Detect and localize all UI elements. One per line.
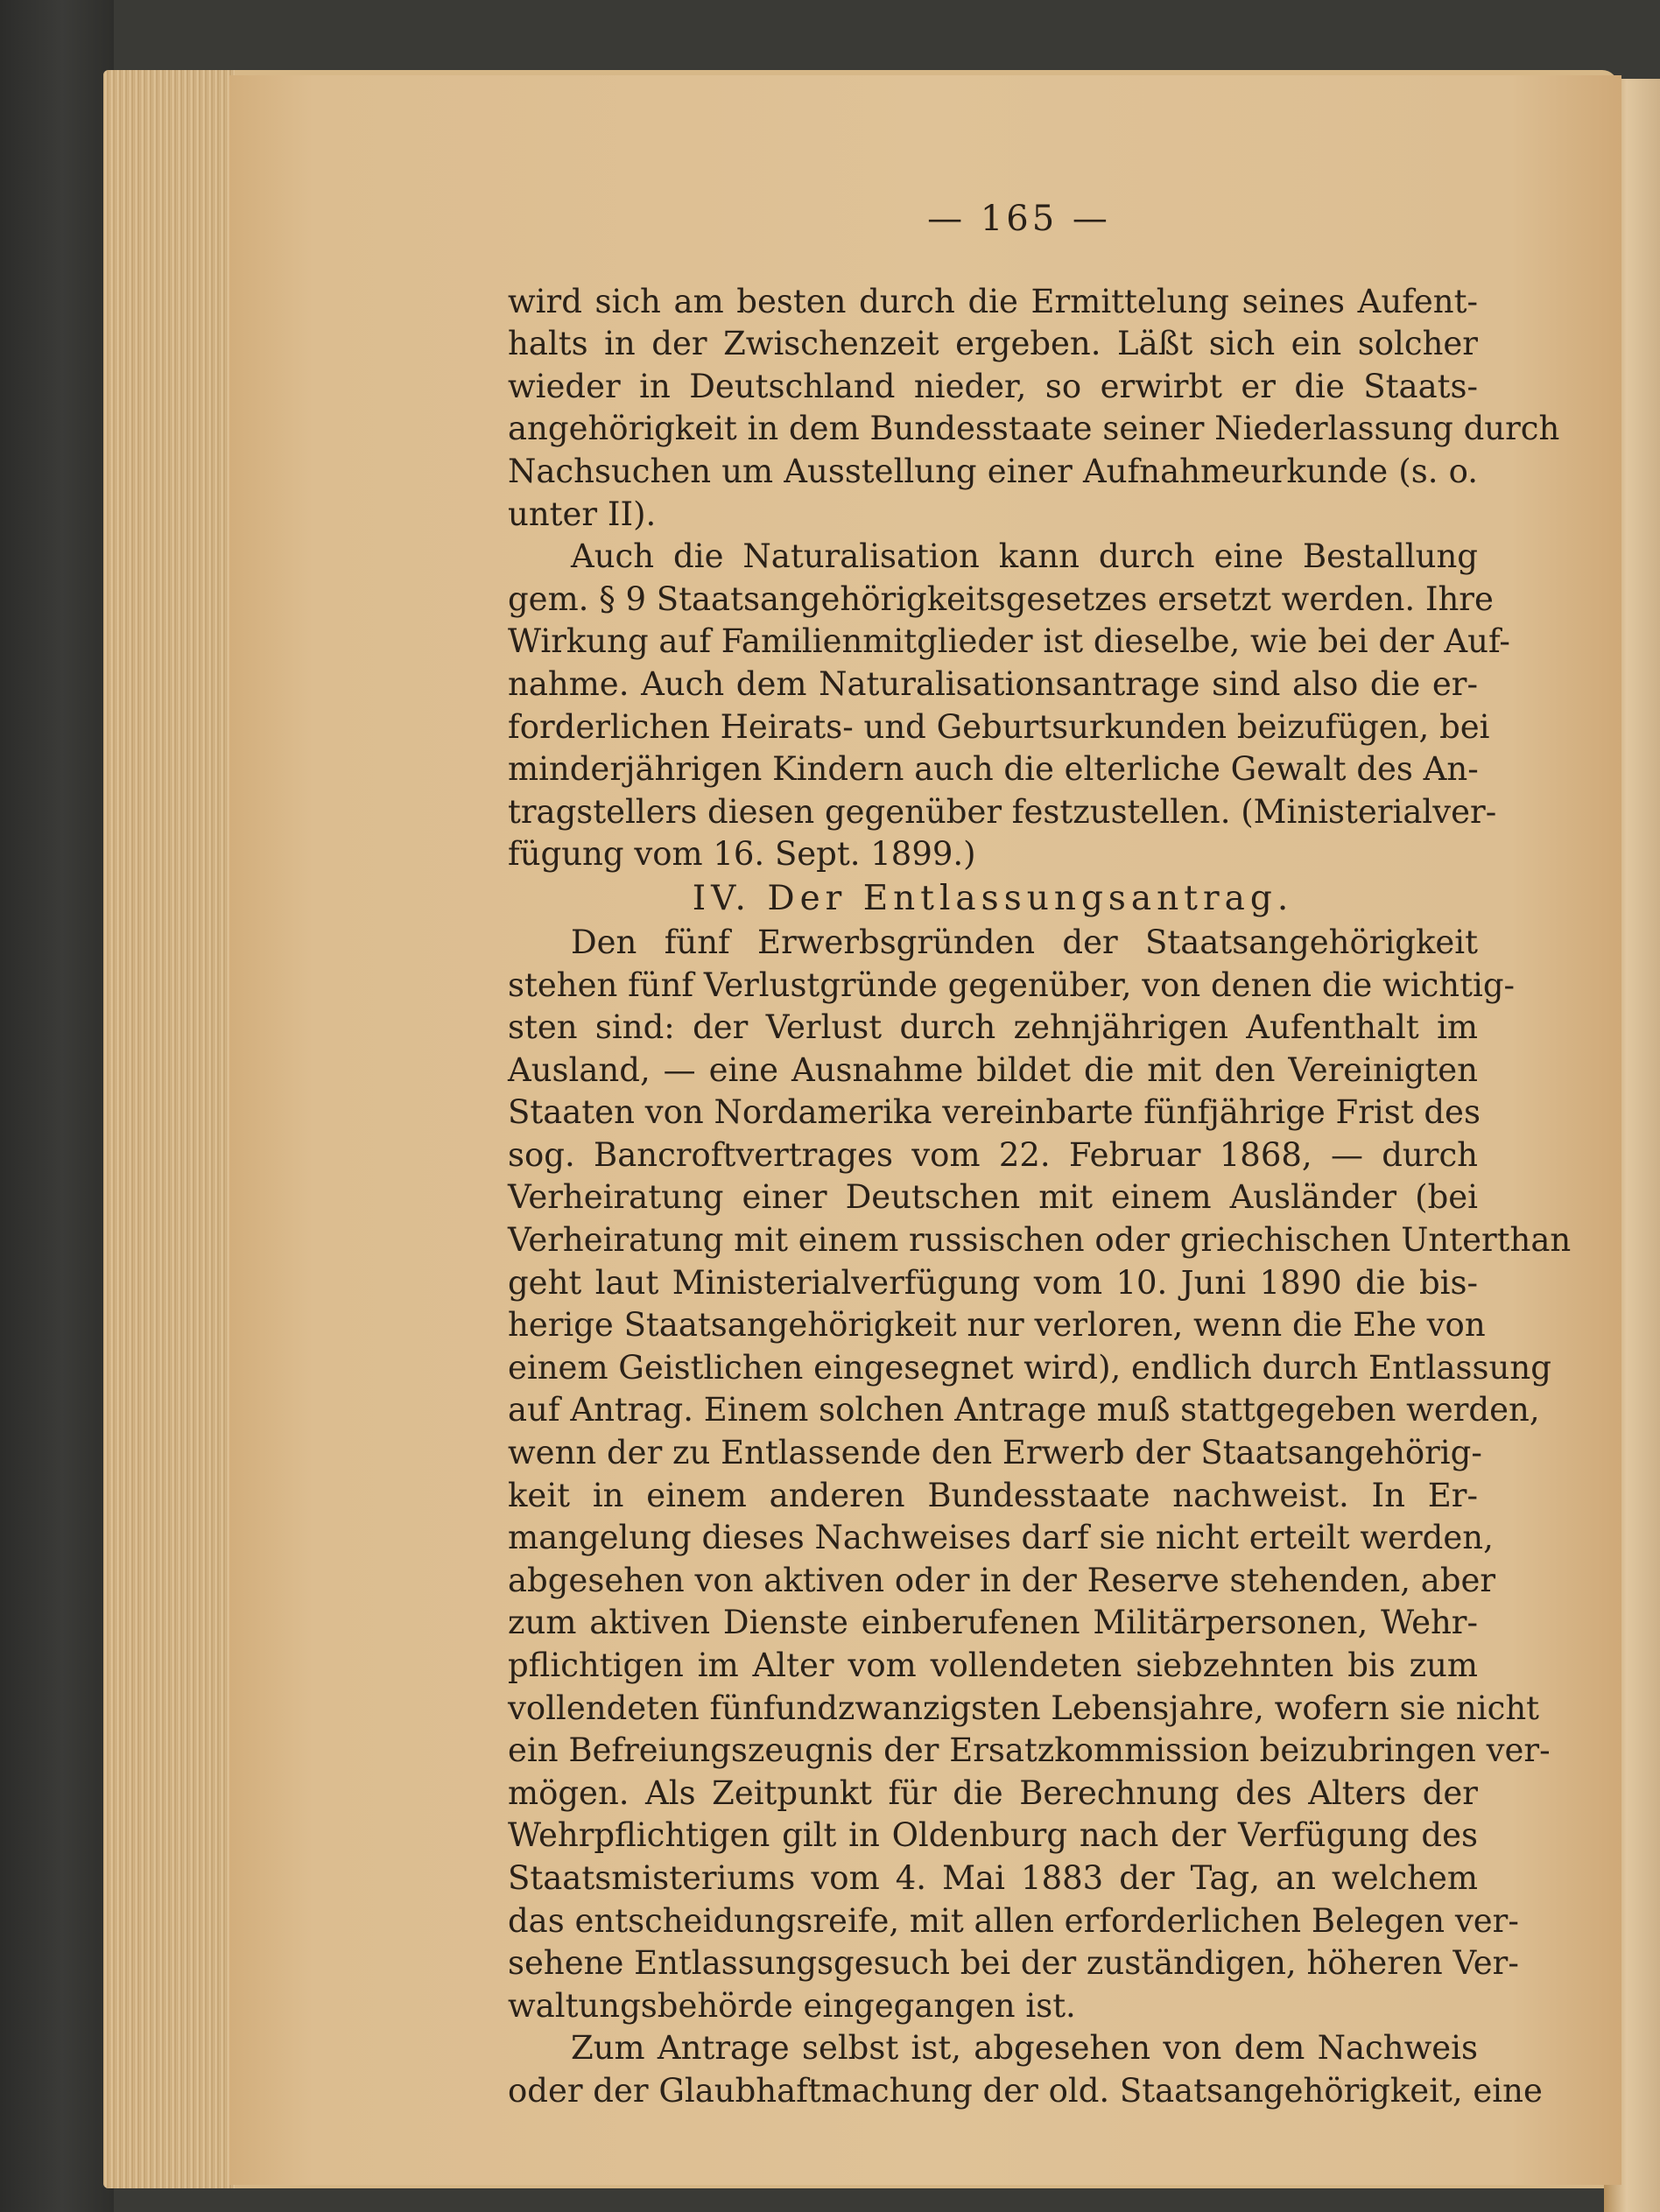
text-line: sog. Bancroftvertrages vom 22. Februar 1868, — durch [508, 1135, 1478, 1174]
text-line: Den fünf Erwerbsgründen der Staatsangehörigkeit [571, 923, 1478, 961]
text-line: waltungsbehörde eingegangen ist. [508, 1986, 1076, 2025]
text-line: sehene Entlassungsgesuch bei der zuständigen, höheren Ver- [508, 1944, 1519, 1983]
text-line: abgesehen von aktiven oder in der Reserve stehenden, aber [508, 1561, 1496, 1599]
text-line: ein Befreiungszeugnis der Ersatzkommission beizubringen ver- [508, 1731, 1551, 1770]
text-line: wenn der zu Entlassende den Erwerb der Staatsangehörig- [508, 1434, 1482, 1472]
text-line: Verheiratung mit einem russischen oder griechischen Unterthan [508, 1221, 1572, 1260]
text-line: herige Staatsangehörigkeit nur verloren, wenn die Ehe von [508, 1306, 1486, 1345]
text-line: Wehrpflichtigen gilt in Oldenburg nach der Verfügung des [508, 1816, 1478, 1855]
text-line: Wirkung auf Familienmitglieder ist dieselbe, wie bei der Auf- [508, 622, 1510, 661]
page-stack-edge [103, 70, 235, 2188]
text-line: stehen fünf Verlustgründe gegenüber, von denen die wichtig- [508, 966, 1516, 1004]
text-line: minderjährigen Kindern auch die elterliche Gewalt des An- [508, 750, 1479, 789]
text-line: angehörigkeit in dem Bundesstaate seiner Niederlassung durch [508, 410, 1560, 448]
text-line: fügung vom 16. Sept. 1899.) [508, 835, 976, 874]
text-line: wieder in Deutschland nieder, so erwirbt er die Staats- [508, 367, 1478, 405]
text-line: unter II). [508, 495, 657, 533]
text-line: Staatsmisteriums vom 4. Mai 1883 der Tag, an welchem [508, 1858, 1478, 1897]
text-line: geht laut Ministerialverfügung vom 10. Juni 1890 die bis- [508, 1263, 1478, 1302]
paragraph [508, 2027, 1543, 2112]
text-line: Verheiratung einer Deutschen mit einem Ausländer (bei [508, 1178, 1478, 1217]
body-text [508, 281, 1572, 2113]
text-line: Auch die Naturalisation kann durch eine Bestallung [571, 537, 1478, 576]
text-line: nahme. Auch dem Naturalisationsantrage sind also die er- [508, 664, 1478, 703]
text-line: wird sich am besten durch die Ermittelung seines Aufent- [508, 282, 1478, 320]
text-line: mangelung dieses Nachweises darf sie nicht erteilt werden, [508, 1519, 1494, 1557]
text-line: vollendeten fünfundzwanzigsten Lebensjahre, wofern sie nicht [508, 1689, 1540, 1727]
text-line: oder der Glaubhaftmachung der old. Staatsangehörigkeit, eine [508, 2071, 1543, 2110]
page-number: — 165 — [927, 199, 1111, 239]
page-text [508, 198, 1572, 2113]
text-line: pflichtigen im Alter vom vollendeten siebzehnten bis zum [508, 1647, 1478, 1684]
text-line: halts in der Zwischenzeit ergeben. Läßt sich ein solcher [508, 325, 1478, 363]
book-cover-edge [0, 0, 114, 2212]
text-line: auf Antrag. Einem solchen Antrage muß stattgegeben werden, [508, 1391, 1540, 1429]
paragraph [508, 281, 1560, 537]
text-line: gem. § 9 Staatsangehörigkeitsgesetzes ersetzt werden. Ihre [508, 579, 1494, 618]
text-line: Staaten von Nordamerika vereinbarte fünfjährige Frist des [508, 1093, 1481, 1132]
paragraph [508, 922, 1572, 2027]
text-line: mögen. Als Zeitpunkt für die Berechnung des Alters der [508, 1773, 1478, 1812]
text-line: Nachsuchen um Ausstellung einer Aufnahmeurkunde (s. o. [508, 452, 1478, 490]
section-heading: IV. Der Entlassungsantrag. [692, 878, 1294, 918]
text-line: forderlichen Heirats- und Geburtsurkunden beizufügen, bei [508, 707, 1490, 746]
text-line: zum aktiven Dienste einberufenen Militärpersonen, Wehr- [508, 1604, 1478, 1642]
text-line: Zum Antrage selbst ist, abgesehen von dem Nachweis [571, 2029, 1478, 2068]
text-line: Ausland, — eine Ausnahme bildet die mit den Vereinigten [508, 1050, 1478, 1089]
text-line: tragstellers diesen gegenüber festzustellen. (Ministerialver- [508, 792, 1497, 831]
text-line: keit in einem anderen Bundesstaate nachweist. In Er- [508, 1476, 1478, 1514]
text-line: einem Geistlichen eingesegnet wird), endlich durch Entlassung [508, 1348, 1551, 1387]
text-line: sten sind: der Verlust durch zehnjährigen Aufenthalt im [508, 1008, 1478, 1047]
paragraph [508, 536, 1510, 876]
text-line: das entscheidungsreife, mit allen erforderlichen Belegen ver- [508, 1901, 1519, 1940]
